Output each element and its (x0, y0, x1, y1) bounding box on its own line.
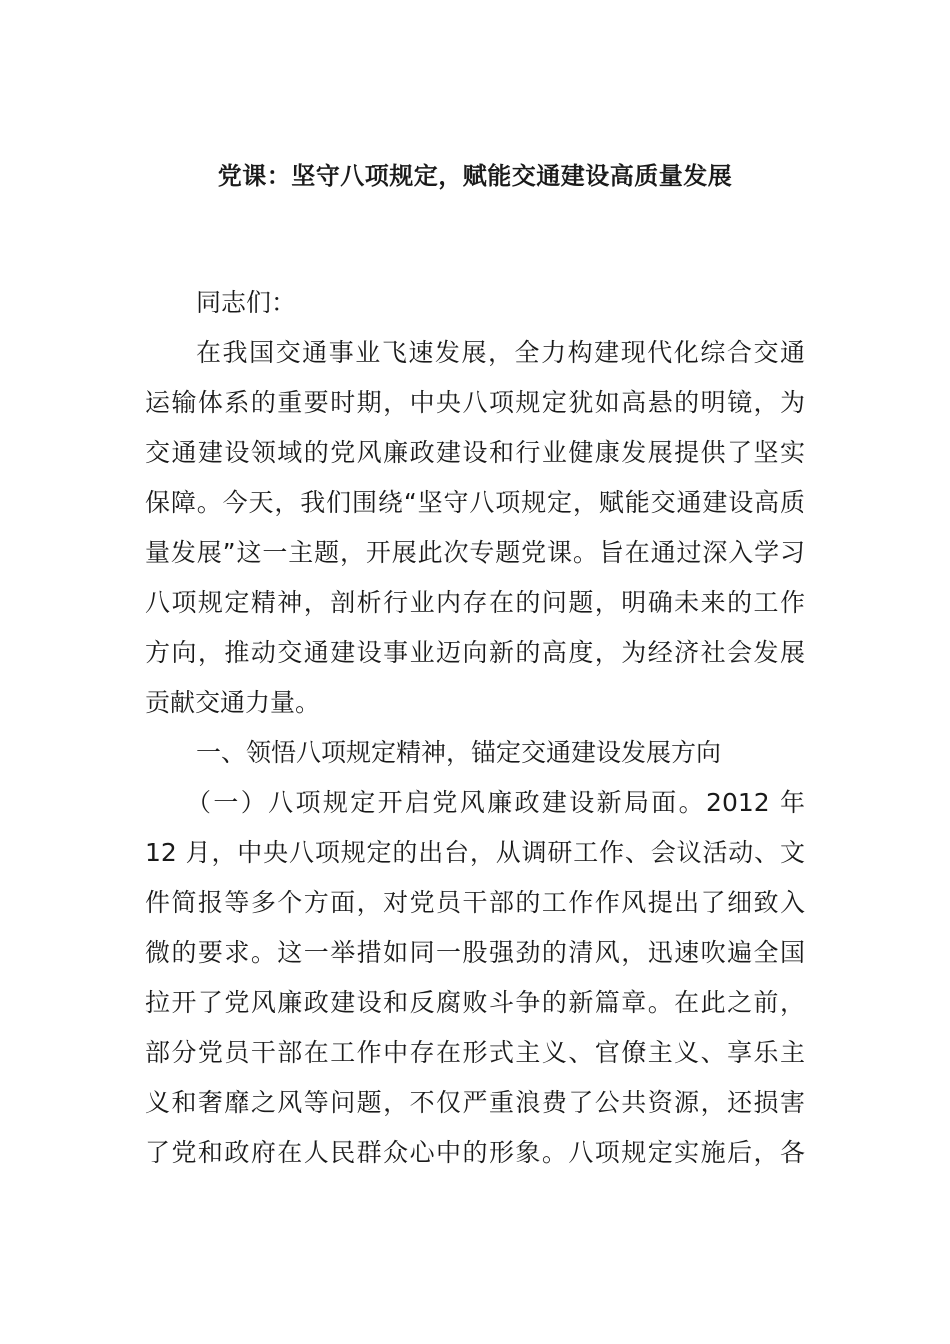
paragraph-line: 义和奢靡之风等问题，不仅严重浪费了公共资源，还损害 (145, 1088, 805, 1117)
paragraph-line: 件简报等多个方面，对党员干部的工作作风提出了细致入 (145, 888, 805, 917)
paragraph-line: 拉开了党风廉政建设和反腐败斗争的新篇章。在此之前， (145, 988, 805, 1017)
paragraph-line: 12 月，中央八项规定的出台，从调研工作、会议活动、文 (145, 838, 805, 867)
paragraph-line: 微的要求。这一举措如同一股强劲的清风，迅速吹遍全国 (145, 938, 805, 967)
paragraph-line: 保障。今天，我们围绕“坚守八项规定，赋能交通建设高质 (145, 488, 805, 517)
paragraph-line: 运输体系的重要时期，中央八项规定犹如高悬的明镜，为 (145, 388, 805, 417)
subsection-heading-line: （一）八项规定开启党风廉政建设新局面。2012 年 (186, 788, 805, 817)
paragraph-line: 贡献交通力量。 (145, 688, 321, 717)
paragraph-line: 交通建设领域的党风廉政建设和行业健康发展提供了坚实 (145, 438, 805, 467)
paragraph-line: 八项规定精神，剖析行业内存在的问题，明确未来的工作 (145, 588, 805, 617)
paragraph-line: 部分党员干部在工作中存在形式主义、官僚主义、享乐主 (145, 1038, 805, 1067)
paragraph-line: 了党和政府在人民群众心中的形象。八项规定实施后，各 (145, 1138, 805, 1167)
document-title: 党课：坚守八项规定，赋能交通建设高质量发展 (217, 162, 733, 190)
paragraph-line: 方向，推动交通建设事业迈向新的高度，为经济社会发展 (145, 638, 805, 667)
section-heading: 一、领悟八项规定精神，锚定交通建设发展方向 (196, 738, 722, 767)
paragraph-line: 量发展”这一主题，开展此次专题党课。旨在通过深入学习 (145, 538, 805, 567)
paragraph-line: 在我国交通事业飞速发展，全力构建现代化综合交通 (196, 338, 805, 367)
greeting: 同志们： (196, 288, 297, 317)
